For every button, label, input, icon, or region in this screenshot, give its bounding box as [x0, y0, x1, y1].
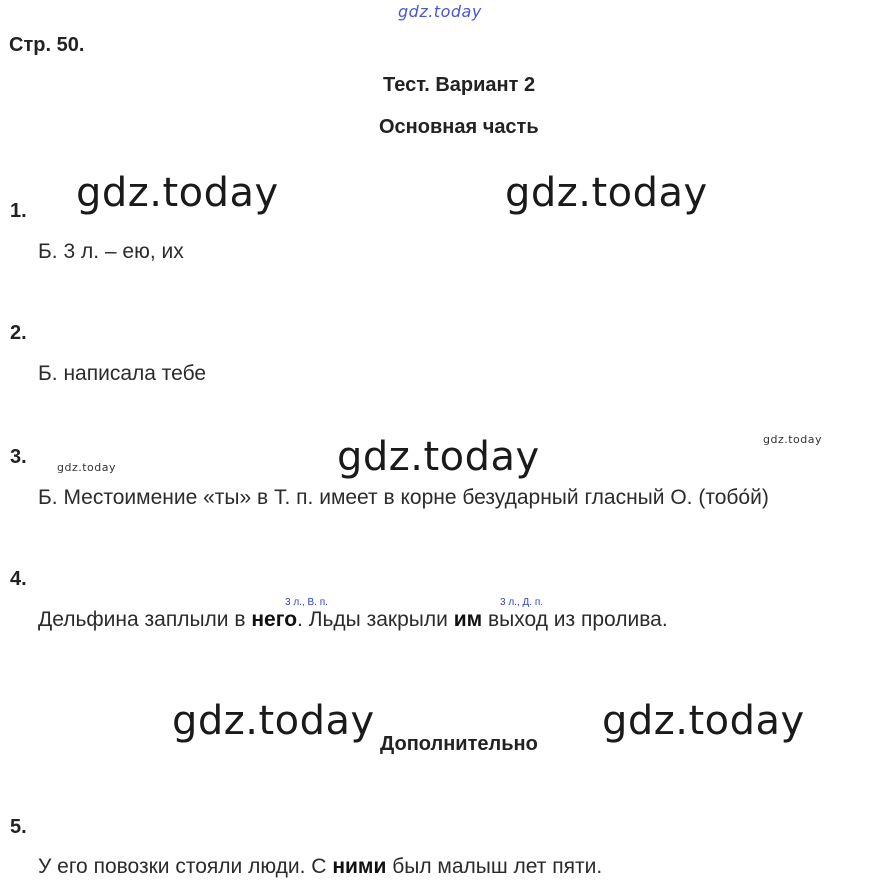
watermark-2: gdz.today — [505, 170, 708, 216]
answer-5 — [38, 855, 602, 879]
watermark-small-right: gdz.today — [763, 433, 823, 446]
watermark-3: gdz.today — [337, 434, 540, 480]
watermark-1: gdz.today — [76, 170, 279, 216]
watermark-5: gdz.today — [602, 698, 805, 744]
answer-4-part-3: выход из пролива. — [482, 608, 668, 631]
grammar-note-2: 3 л., Д. п. — [500, 597, 544, 608]
answer-5-part-2: был малыш лет пяти. — [386, 855, 603, 878]
question-number-1: 1. — [10, 200, 27, 222]
question-number-2: 2. — [10, 322, 27, 344]
question-number-3: 3. — [10, 446, 27, 468]
answer-4 — [38, 608, 668, 632]
question-number-5: 5. — [10, 816, 27, 838]
answer-2: Б. написала тебе — [38, 362, 207, 385]
answer-4-part-1: Дельфина заплыли в — [38, 608, 252, 631]
answer-4-pronoun-1: него — [251, 608, 298, 631]
section-extra-heading: Дополнительно — [380, 733, 538, 755]
watermark-top: gdz.today — [398, 2, 482, 21]
watermark-4: gdz.today — [172, 698, 375, 744]
answer-1: Б. 3 л. – ею, их — [38, 240, 184, 263]
answer-5-pronoun: ними — [332, 855, 387, 878]
answer-4-part-2: . Льды закрыли — [297, 608, 454, 631]
answer-5-part-1: У его повозки стояли люди. С — [38, 855, 333, 878]
grammar-note-1: 3 л., В. п. — [285, 597, 328, 608]
watermark-small-left: gdz.today — [57, 461, 117, 474]
answer-3: Б. Местоимение «ты» в Т. п. имеет в корне безударный гласный О. (тобо́й) — [38, 486, 769, 509]
section-main-heading: Основная часть — [379, 116, 539, 138]
page-label: Стр. 50. — [9, 34, 85, 56]
answer-4-pronoun-2: им — [453, 608, 483, 631]
page-title: Тест. Вариант 2 — [383, 74, 536, 96]
question-number-4: 4. — [10, 568, 27, 590]
